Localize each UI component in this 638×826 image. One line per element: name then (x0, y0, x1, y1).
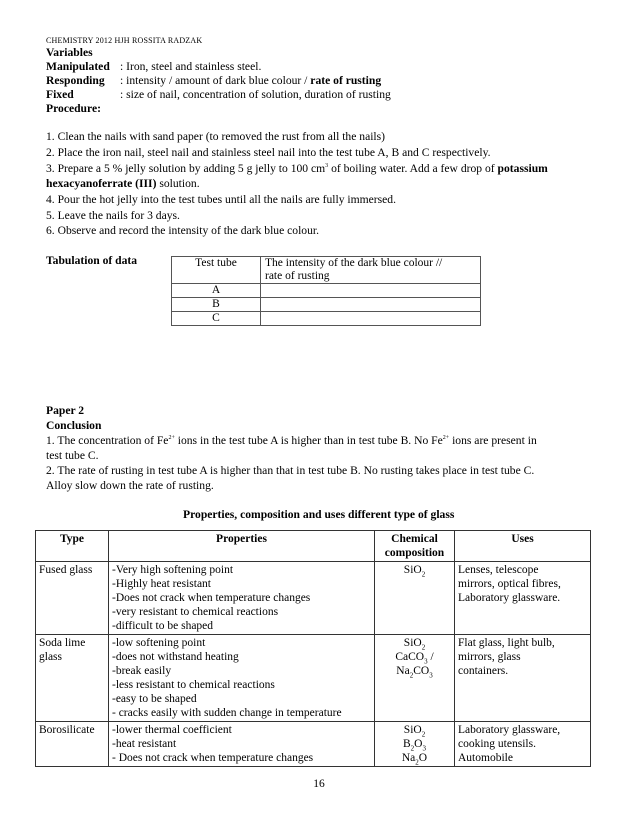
chem-formula (378, 723, 451, 737)
conclusion-1-cont: test tube C. (46, 449, 99, 462)
fe-charge-2: 2+ (442, 435, 450, 442)
list-item: cooking utensils. (458, 738, 536, 750)
list-item: Lenses, telescope (458, 564, 539, 576)
soda-type-l2: glass (39, 651, 62, 663)
list-item: mirrors, glass (458, 651, 521, 663)
conclusion-1-b: ions in the test tube A is higher than in test tube B. No Fe (174, 434, 443, 447)
chem-tail: O (414, 738, 423, 750)
tab-cell-empty (261, 284, 481, 298)
chem-base: SiO (403, 564, 422, 576)
responding-value: : intensity / amount of dark blue colour / (120, 74, 311, 87)
glass-col-type: Type (36, 531, 109, 562)
tabulation-header-row (172, 257, 481, 284)
tab-row-c: C (172, 312, 261, 326)
page-header: CHEMISTRY 2012 HJH ROSSITA RADZAK (46, 36, 203, 45)
tab-row-b: B (172, 298, 261, 312)
chem-sub: 2 (421, 570, 426, 579)
conclusion-heading: Conclusion (46, 419, 102, 432)
fused-properties (109, 562, 375, 635)
chem-base: CaCO (395, 651, 425, 663)
glass-col-chem-l2: composition (384, 547, 445, 559)
chem-tail: CO (413, 665, 430, 677)
soda-chem (375, 635, 455, 722)
list-item: containers. (458, 665, 509, 677)
manipulated-key: Manipulated (46, 60, 110, 73)
tabulation-table (171, 256, 481, 326)
list-item: Laboratory glassware, (458, 724, 561, 736)
table-row (36, 635, 591, 722)
glass-col-chem-l1: Chemical (391, 533, 438, 545)
chem-formula (378, 636, 451, 650)
responding-line (46, 74, 381, 88)
step-2: 2. Place the iron nail, steel nail and stainless steel nail into the test tube A, B and C respectively. (46, 146, 491, 159)
list-item: -Highly heat resistant (112, 578, 212, 590)
list-item: -difficult to be shaped (112, 620, 214, 632)
tabulation-label: Tabulation of data (46, 254, 138, 267)
chem-formula (378, 737, 451, 751)
glass-header-row (36, 531, 591, 562)
list-item: -does not withstand heating (112, 651, 239, 663)
responding-key: Responding (46, 74, 105, 87)
list-item: Laboratory glassware. (458, 592, 561, 604)
list-item: -less resistant to chemical reactions (112, 679, 275, 691)
table-row (172, 284, 481, 298)
glass-col-chemical (375, 531, 455, 562)
chem-tail: O (418, 752, 428, 764)
step-3-reagent: hexacyanoferrate (III) (46, 177, 157, 190)
chem-sub: 2 (421, 643, 426, 652)
chem-base: SiO (403, 724, 422, 736)
step-3-sup: 3 (325, 163, 329, 170)
conclusion-2: 2. The rate of rusting in test tube A is higher than that in test tube B. No rusting takes place in test tube C. (46, 464, 535, 477)
list-item: Flat glass, light bulb, (458, 637, 555, 649)
fixed-line (46, 88, 391, 102)
step-4: 4. Pour the hot jelly into the test tubes until all the nails are fully immersed. (46, 193, 397, 206)
chem-formula (378, 664, 451, 678)
list-item: -heat resistant (112, 738, 177, 750)
conclusion-2-cont: Alloy slow down the rate of rusting. (46, 479, 214, 492)
soda-type (36, 635, 109, 722)
chem-formula (378, 650, 451, 664)
fused-type: Fused glass (36, 562, 109, 635)
tab-col-intensity-l2: rate of rusting (265, 270, 330, 282)
boro-chem (375, 722, 455, 767)
soda-type-l1: Soda lime (39, 637, 86, 649)
step-5: 5. Leave the nails for 3 days. (46, 209, 180, 222)
step-3-bold: potassium (497, 162, 548, 175)
tab-col-test-tube: Test tube (172, 257, 261, 284)
step-3-cont (46, 177, 200, 191)
soda-uses (455, 635, 591, 722)
table-row (172, 298, 481, 312)
glass-col-properties: Properties (109, 531, 375, 562)
step-1: 1. Clean the nails with sand paper (to removed the rust from all the nails) (46, 130, 386, 143)
chem-sub: 2 (415, 758, 419, 767)
boro-uses (455, 722, 591, 767)
boro-type: Borosilicate (36, 722, 109, 767)
fixed-value: : size of nail, concentration of solution, duration of rusting (120, 88, 391, 101)
list-item: - Does not crack when temperature changes (112, 752, 314, 764)
step-3 (46, 162, 548, 176)
page-number: 16 (313, 778, 325, 790)
chem-formula (378, 751, 451, 765)
soda-properties (109, 635, 375, 722)
list-item: -Very high softening point (112, 564, 234, 576)
conclusion-1 (46, 434, 537, 448)
list-item: -very resistant to chemical reactions (112, 606, 279, 618)
chem-base: SiO (403, 637, 422, 649)
table-row (172, 312, 481, 326)
procedure-heading: Procedure: (46, 102, 101, 115)
tab-row-a: A (172, 284, 261, 298)
glass-table-title: Properties, composition and uses different type of glass (183, 508, 455, 521)
glass-table (35, 530, 591, 767)
list-item: Automobile (458, 752, 513, 764)
chem-base: Na (401, 752, 416, 764)
paper2-heading: Paper 2 (46, 404, 85, 417)
list-item: -lower thermal coefficient (112, 724, 232, 736)
chem-sub: 3 (429, 671, 433, 680)
fused-chem (375, 562, 455, 635)
responding-bold: rate of rusting (310, 74, 382, 87)
fe-charge-1: 2+ (168, 435, 175, 442)
chem-sub: 2 (421, 730, 426, 739)
chem-base: B (403, 738, 411, 750)
chem-base: Na (396, 665, 410, 677)
fused-uses (455, 562, 591, 635)
list-item: -break easily (112, 665, 172, 677)
list-item: -Does not crack when temperature changes (112, 592, 311, 604)
conclusion-1-a: 1. The concentration of Fe (46, 434, 169, 447)
chem-sub: 3 (422, 744, 426, 753)
chem-sub: 2 (409, 671, 414, 680)
tab-cell-empty (261, 312, 481, 326)
chem-sub: 2 (410, 744, 415, 753)
variables-heading: Variables (46, 46, 93, 59)
manipulated-value: : Iron, steel and stainless steel. (120, 60, 262, 73)
chem-sub: 3 (424, 657, 428, 666)
manipulated-line (46, 60, 261, 74)
step-3-text-a: 3. Prepare a 5 % jelly solution by adding 5 g jelly to 100 cm (46, 162, 326, 175)
fixed-key: Fixed (46, 88, 74, 101)
chem-formula (378, 563, 451, 577)
tab-col-intensity-l1: The intensity of the dark blue colour // (265, 257, 443, 269)
list-item: -easy to be shaped (112, 693, 197, 705)
boro-properties (109, 722, 375, 767)
chem-tail: / (427, 651, 434, 663)
tab-col-intensity (261, 257, 481, 284)
step-6: 6. Observe and record the intensity of the dark blue colour. (46, 224, 320, 237)
list-item: -low softening point (112, 637, 206, 649)
table-row (36, 562, 591, 635)
list-item: - cracks easily with sudden change in temperature (112, 707, 342, 719)
step-3-text-b: of boiling water. Add a few drop of (328, 162, 498, 175)
conclusion-1-c: ions are present in (449, 434, 537, 447)
step-3-text-d: solution. (156, 177, 200, 190)
list-item: mirrors, optical fibres, (458, 578, 561, 590)
table-row (36, 722, 591, 767)
glass-col-uses: Uses (455, 531, 591, 562)
tab-cell-empty (261, 298, 481, 312)
